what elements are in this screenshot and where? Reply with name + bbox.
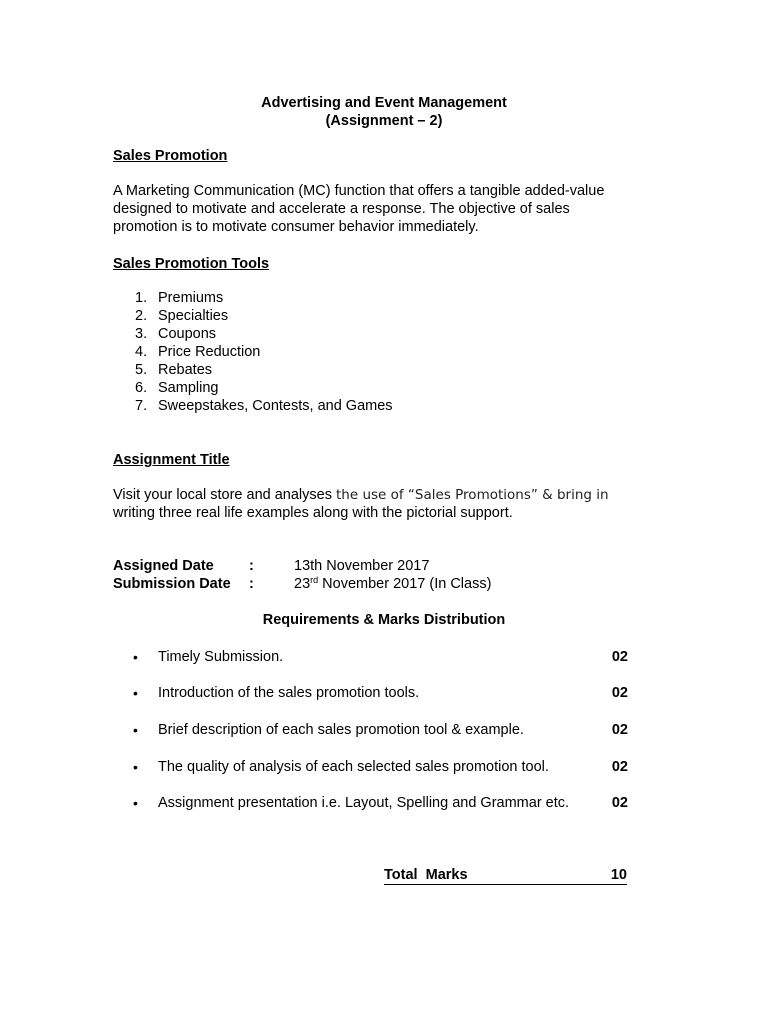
bullet-icon: • <box>133 685 138 701</box>
list-item-label: Rebates <box>158 362 213 378</box>
requirement-marks: 02 <box>611 685 628 701</box>
list-item-label: Price Reduction <box>158 344 261 360</box>
list-item <box>113 325 393 343</box>
submission-date-rest: November 2017 (In Class) <box>318 576 492 592</box>
list-item-number: 1. <box>135 290 148 306</box>
requirement-marks: 02 <box>611 795 628 811</box>
requirement-marks: 02 <box>611 722 628 738</box>
requirement-row <box>113 758 628 776</box>
assignment-line-1-part-a: Visit your local store and analyses <box>113 487 336 503</box>
sales-promotion-tools-list <box>113 289 393 415</box>
requirements-heading: Requirements & Marks Distribution <box>262 612 506 628</box>
bullet-icon: • <box>133 649 138 665</box>
definition-line-2: designed to motivate and accelerate a response. The objective of sales <box>113 201 570 217</box>
definition-line-1: A Marketing Communication (MC) function that offers a tangible added-value <box>113 183 605 199</box>
requirement-text: Brief description of each sales promotion tool & example. <box>158 722 524 738</box>
list-item-label: Premiums <box>158 290 224 306</box>
requirement-text: The quality of analysis of each selected sales promotion tool. <box>158 759 549 775</box>
requirement-row <box>113 794 628 812</box>
list-item-label: Coupons <box>158 326 217 342</box>
assigned-date-value: 13th November 2017 <box>294 558 430 574</box>
requirement-row <box>113 648 628 666</box>
assignment-line-1 <box>113 486 673 504</box>
list-item-number: 7. <box>135 398 148 414</box>
list-item-label: Specialties <box>158 308 229 324</box>
assigned-date-colon: : <box>249 558 254 574</box>
submission-date-label: Submission Date <box>113 576 231 592</box>
requirement-marks: 02 <box>611 759 628 775</box>
document-title: Advertising and Event Management <box>261 95 507 111</box>
total-marks-label: Total Marks <box>384 867 468 883</box>
requirement-row <box>113 721 628 739</box>
list-item-label: Sweepstakes, Contests, and Games <box>158 398 393 414</box>
submission-day: 23 <box>294 576 311 592</box>
requirement-text: Assignment presentation i.e. Layout, Spelling and Grammar etc. <box>158 795 570 811</box>
submission-date-value <box>294 575 491 593</box>
sales-promotion-heading: Sales Promotion <box>113 148 228 164</box>
list-item <box>113 289 393 307</box>
bullet-icon: • <box>133 722 138 738</box>
total-marks-row <box>384 866 627 885</box>
requirement-row <box>113 684 628 702</box>
assignment-title-heading: Assignment Title <box>113 452 230 468</box>
bullet-icon: • <box>133 759 138 775</box>
total-marks-value: 10 <box>610 867 627 883</box>
list-item-label: Sampling <box>158 380 219 396</box>
list-item <box>113 361 393 379</box>
assignment-description <box>113 486 673 522</box>
requirement-text: Introduction of the sales promotion tools. <box>158 685 420 701</box>
bullet-icon: • <box>133 795 138 811</box>
list-item-number: 4. <box>135 344 148 360</box>
assigned-date-label: Assigned Date <box>113 558 214 574</box>
document-subtitle: (Assignment – 2) <box>325 113 443 129</box>
sales-promotion-definition <box>113 182 653 236</box>
submission-date-colon: : <box>249 576 254 592</box>
submission-day-suffix: rd <box>310 575 319 585</box>
sales-promotion-tools-heading: Sales Promotion Tools <box>113 256 270 272</box>
list-item-number: 6. <box>135 380 148 396</box>
requirement-text: Timely Submission. <box>158 649 284 665</box>
requirement-marks: 02 <box>611 649 628 665</box>
assignment-line-2: writing three real life examples along with the pictorial support. <box>113 505 513 521</box>
assignment-line-1-part-b: the use of “Sales Promotions” & bring in <box>336 487 609 503</box>
list-item-number: 2. <box>135 308 148 324</box>
list-item <box>113 307 393 325</box>
list-item <box>113 397 393 415</box>
list-item-number: 3. <box>135 326 148 342</box>
definition-line-3: promotion is to motivate consumer behavior immediately. <box>113 219 479 235</box>
list-item-number: 5. <box>135 362 148 378</box>
list-item <box>113 343 393 361</box>
list-item <box>113 379 393 397</box>
